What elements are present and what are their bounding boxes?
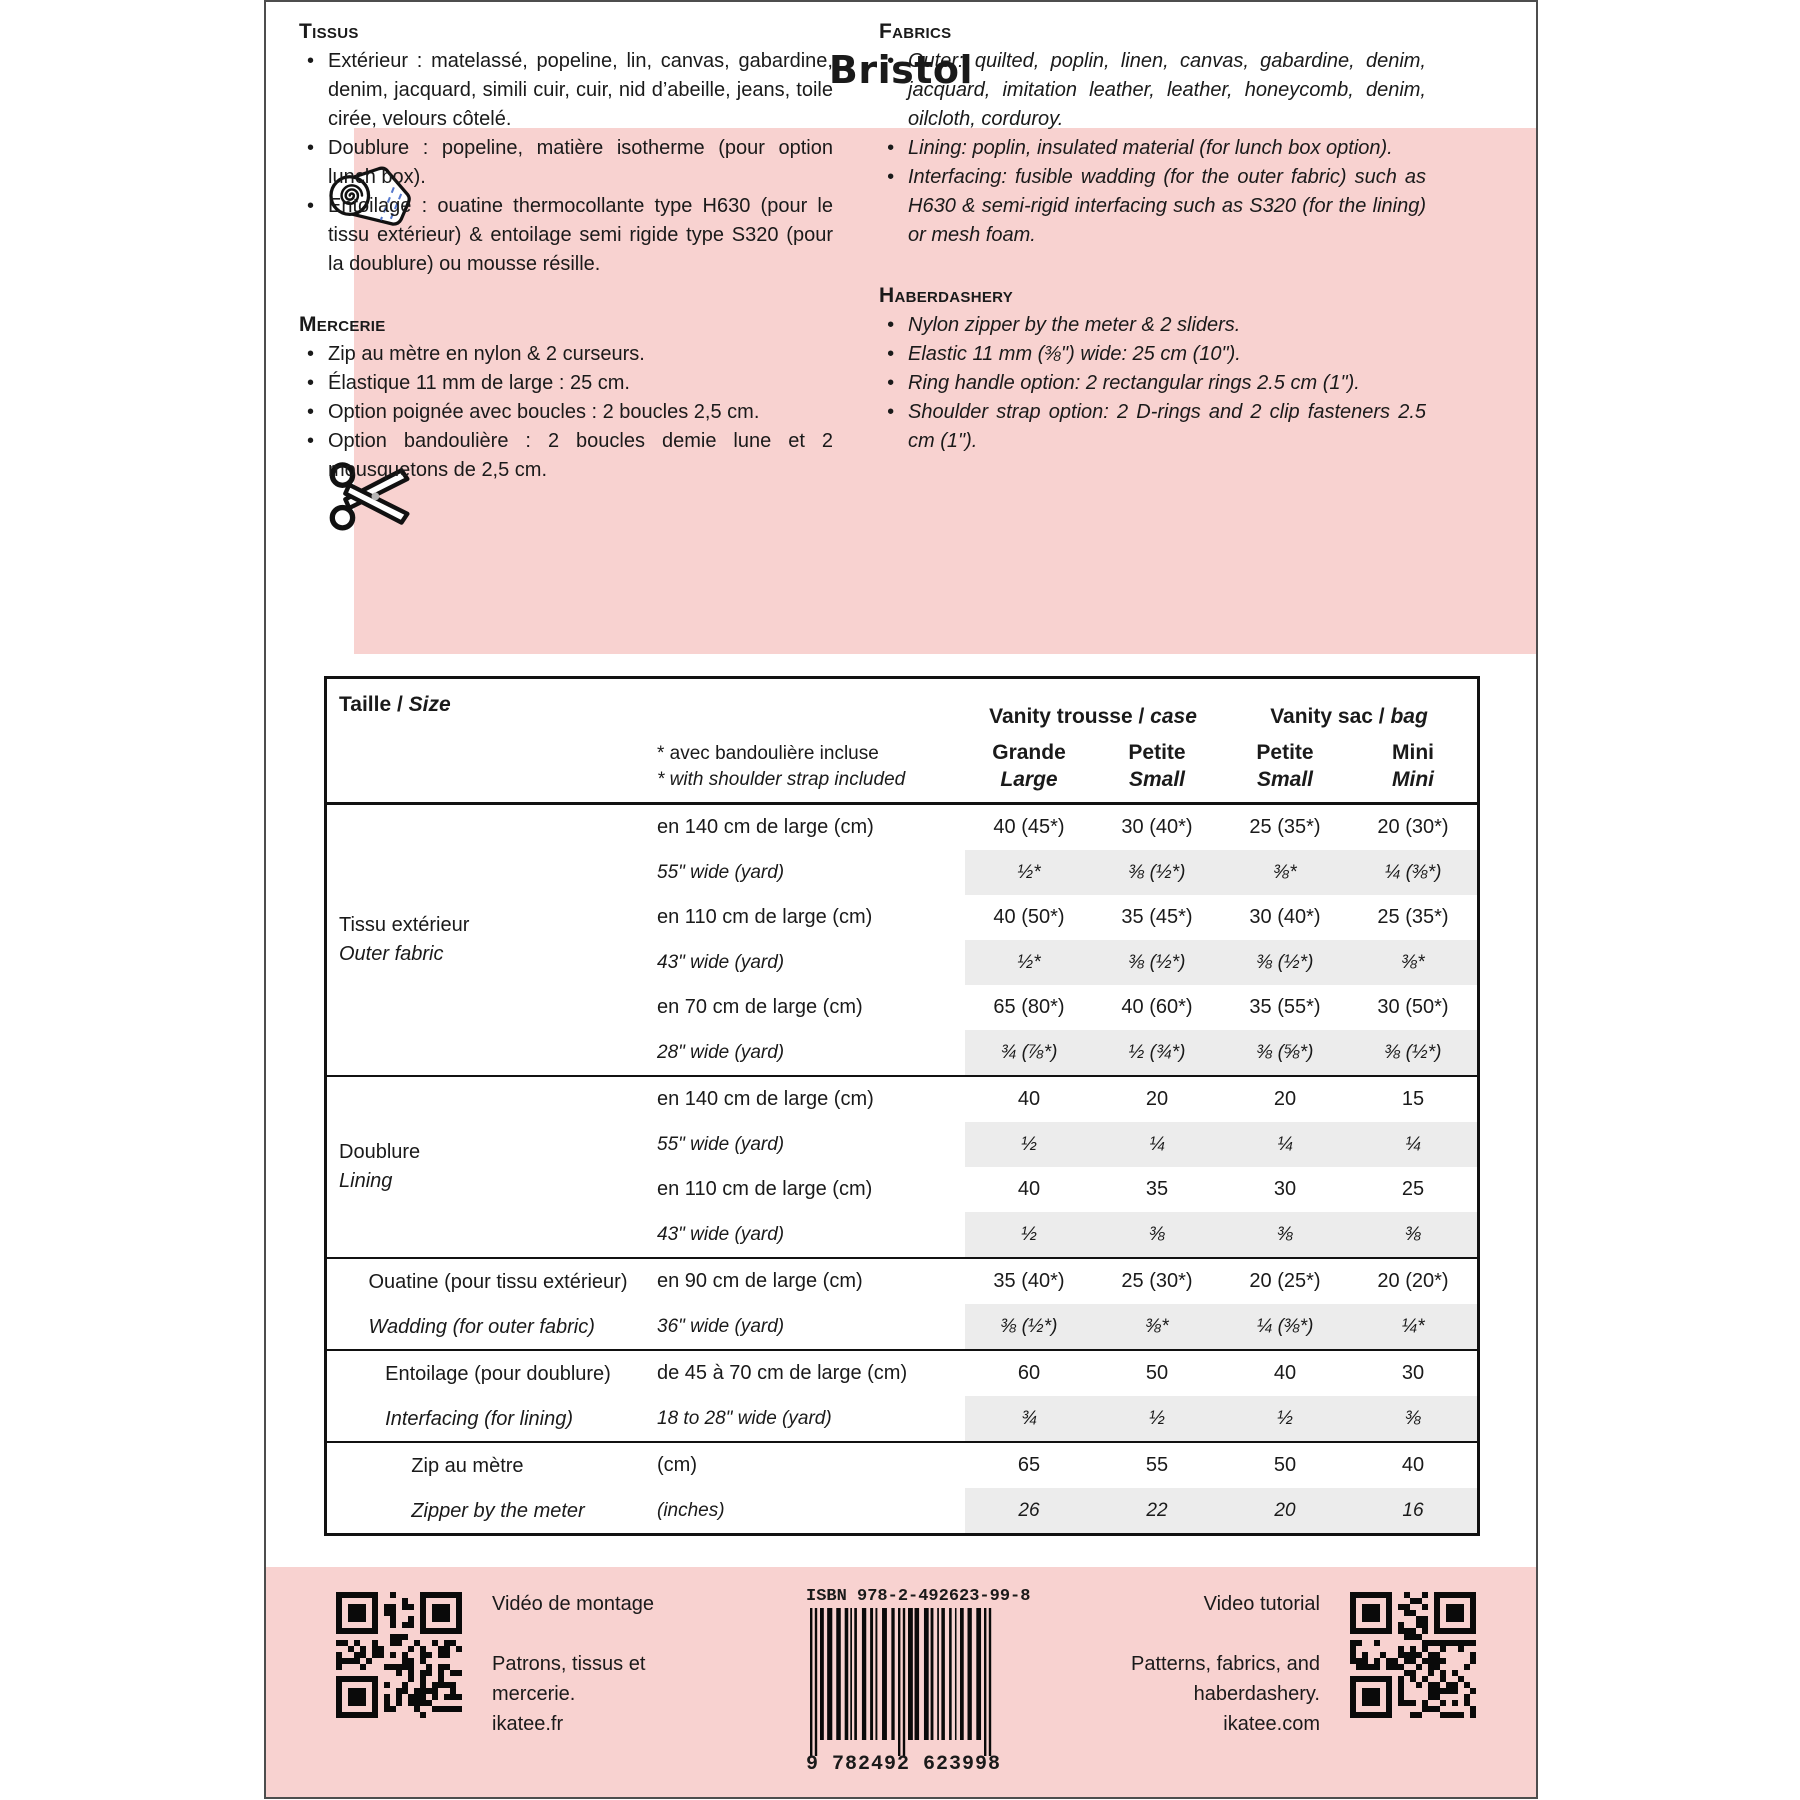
- value-cell: ¼ (⅜*): [1384, 861, 1442, 883]
- value-cell: 25 (30*): [1121, 1270, 1193, 1292]
- bullet-item: • Shoulder strap option: 2 D-rings and 2 clip fasteners 2.5 cm (1").: [879, 398, 1426, 456]
- bullet-item: • Doublure : popeline, matière isotherme (pour option lunch box).: [299, 134, 833, 192]
- value-cell: ⅜ (½*): [1128, 951, 1186, 973]
- table-section: [327, 1075, 1477, 1257]
- table-section: [327, 805, 1477, 1075]
- value-cell: ½: [1149, 1407, 1165, 1429]
- site-en: ikatee.com: [1223, 1713, 1320, 1735]
- table-row: [657, 850, 1477, 895]
- value-cell: ¼*: [1401, 1315, 1425, 1337]
- value-cell: 20 (30*): [1377, 816, 1449, 838]
- row-values: [965, 1122, 1477, 1167]
- tagline-en: Patterns, fabrics, and haberdashery.: [1131, 1653, 1320, 1705]
- row-group-label-en: Wadding (for outer fabric): [368, 1315, 595, 1338]
- value-cell: ⅜ (½*): [1256, 951, 1314, 973]
- row-values: [965, 985, 1477, 1030]
- strap-note: [657, 741, 965, 802]
- group-header-bag: Vanity sac / bag: [1270, 705, 1428, 728]
- value-cell: 40: [1017, 1178, 1041, 1200]
- row-values: [965, 1030, 1477, 1075]
- strap-note-fr: * avec bandoulière incluse: [657, 743, 879, 764]
- strap-note-en: * with shoulder strap included: [657, 769, 906, 790]
- row-sublabel: en 70 cm de large (cm): [657, 996, 863, 1018]
- value-cell: ½ (¾*): [1128, 1041, 1186, 1063]
- value-cell: 35 (55*): [1249, 996, 1321, 1018]
- value-cell: ⅜*: [1273, 861, 1297, 883]
- pattern-back-page: [264, 0, 1538, 1799]
- value-cell: 65: [1017, 1454, 1041, 1476]
- value-cell: 35 (45*): [1121, 906, 1193, 928]
- section-rows: [657, 1259, 1477, 1349]
- row-group-label-fr: Tissu extérieur: [339, 914, 470, 936]
- row-group-label-en: Outer fabric: [339, 943, 444, 965]
- row-sublabel: en 110 cm de large (cm): [657, 906, 873, 928]
- row-values: [965, 940, 1477, 985]
- row-sublabel: en 90 cm de large (cm): [657, 1270, 863, 1292]
- value-cell: ¼ (⅜*): [1256, 1315, 1314, 1337]
- table-row: [657, 1396, 1477, 1441]
- row-values: [965, 1212, 1477, 1257]
- table-row: [657, 1443, 1477, 1488]
- yardage-table: [324, 676, 1480, 1536]
- value-cell: ½: [1021, 1223, 1037, 1245]
- value-cell: 15: [1401, 1088, 1425, 1110]
- table-row: [657, 985, 1477, 1030]
- value-cell: ½*: [1017, 951, 1041, 973]
- mercerie-list: [299, 340, 833, 485]
- materials-english-column: [879, 20, 1426, 456]
- row-values: [965, 1167, 1477, 1212]
- bullet-item: • Élastique 11 mm de large : 25 cm.: [299, 369, 833, 398]
- value-cell: 25 (35*): [1377, 906, 1449, 928]
- isbn-label: ISBN 978-2-492623-99-8: [806, 1587, 1031, 1606]
- row-sublabel: 43" wide (yard): [657, 951, 785, 973]
- size-header-mini: Mini Mini: [1392, 741, 1434, 791]
- isbn-barcode: [806, 1587, 1031, 1776]
- table-section: [327, 1441, 1477, 1533]
- group-header-case: Vanity trousse / case: [989, 705, 1197, 728]
- table-row: [657, 1488, 1477, 1533]
- value-cell: 26: [1018, 1499, 1040, 1521]
- row-group-label-fr: Ouatine (pour tissu extérieur): [368, 1270, 628, 1293]
- row-sublabel: en 140 cm de large (cm): [657, 816, 874, 838]
- row-values: [965, 850, 1477, 895]
- section-rows: [657, 1351, 1477, 1441]
- row-sublabel: (cm): [657, 1454, 697, 1476]
- value-cell: ⅜ (½*): [1384, 1041, 1442, 1063]
- page-title: Bristol: [828, 48, 974, 92]
- bullet-item: • Extérieur : matelassé, popeline, lin, canvas, gabardine, denim, jacquard, simili cuir, cuir, nid d’abeille, jeans, toile cirée, velours côtelé.: [299, 47, 833, 134]
- table-row: [657, 1304, 1477, 1349]
- row-values: [965, 1488, 1477, 1533]
- value-cell: 20 (20*): [1377, 1270, 1449, 1292]
- row-group-label: [327, 805, 657, 1075]
- row-group-label-en: Zipper by the meter: [411, 1499, 585, 1522]
- value-cell: 40: [1273, 1362, 1297, 1384]
- table-row: [657, 1167, 1477, 1212]
- size-column-header: Taille / Size: [339, 693, 451, 716]
- table-row: [657, 1030, 1477, 1075]
- tissus-list: [299, 47, 833, 279]
- bullet-item: • Nylon zipper by the meter & 2 sliders.: [879, 311, 1426, 340]
- value-cell: 30: [1273, 1178, 1297, 1200]
- value-cell: 35 (40*): [993, 1270, 1065, 1292]
- value-cell: 30: [1401, 1362, 1425, 1384]
- row-values: [965, 805, 1477, 850]
- row-group-label: [327, 1259, 657, 1349]
- section-rows: [657, 1443, 1477, 1533]
- size-header-small-case: Petite Small: [1128, 741, 1186, 791]
- table-row: [657, 1077, 1477, 1122]
- value-cell: 20: [1145, 1088, 1169, 1110]
- value-cell: ¾: [1021, 1407, 1037, 1429]
- value-cell: 40: [1401, 1454, 1425, 1476]
- row-group-label: [327, 1351, 657, 1441]
- value-cell: 16: [1402, 1499, 1424, 1521]
- bullet-item: • Lining: poplin, insulated material (for lunch box option).: [879, 134, 1426, 163]
- tagline-fr: Patrons, tissus et mercerie.: [492, 1653, 646, 1705]
- table-row: [657, 895, 1477, 940]
- value-cell: 20 (25*): [1249, 1270, 1321, 1292]
- site-fr: ikatee.fr: [492, 1713, 564, 1735]
- table-section: [327, 1349, 1477, 1441]
- value-cell: 40 (45*): [993, 816, 1065, 838]
- qr-code-video-fr: [336, 1592, 462, 1718]
- value-cell: 25: [1401, 1178, 1425, 1200]
- value-cell: ¼: [1405, 1133, 1421, 1155]
- row-sublabel: 43" wide (yard): [657, 1223, 785, 1245]
- footer-english-text: [1090, 1589, 1320, 1739]
- bullet-item: • Ring handle option: 2 rectangular rings 2.5 cm (1").: [879, 369, 1426, 398]
- row-group-label-fr: Zip au mètre: [411, 1454, 524, 1477]
- value-cell: 30 (50*): [1377, 996, 1449, 1018]
- value-cell: 40 (60*): [1121, 996, 1193, 1018]
- value-cell: ⅜: [1277, 1223, 1293, 1245]
- video-label-en: Video tutorial: [1203, 1593, 1320, 1615]
- value-cell: 20: [1273, 1088, 1297, 1110]
- size-header-small-bag: Petite Small: [1256, 741, 1314, 791]
- haberdashery-heading: Haberdashery: [879, 284, 1014, 307]
- barcode-bars: [806, 1608, 998, 1763]
- fabrics-list: [879, 47, 1426, 250]
- bullet-item: • Interfacing: fusible wadding (for the outer fabric) such as H630 & semi-rigid interfacing such as S320 (for the lining) or mesh foam.: [879, 163, 1426, 250]
- value-cell: ½: [1021, 1133, 1037, 1155]
- bullet-item: • Entoilage : ouatine thermocollante type H630 (pour le tissu extérieur) & entoilage semi rigide type S320 (pour la doublure) ou mousse résille.: [299, 192, 833, 279]
- row-group-label-fr: Entoilage (pour doublure): [385, 1362, 611, 1385]
- row-sublabel: 36" wide (yard): [657, 1315, 785, 1337]
- footer-french-text: [492, 1589, 697, 1739]
- value-cell: 55: [1145, 1454, 1169, 1476]
- table-row: [657, 1212, 1477, 1257]
- table-row: [657, 805, 1477, 850]
- row-sublabel: 55" wide (yard): [657, 1133, 785, 1155]
- size-header-large: Grande Large: [992, 741, 1066, 791]
- bullet-item: • Outer: quilted, poplin, linen, canvas, gabardine, denim, jacquard, imitation leather, leather, honeycomb, denim, oilcloth, corduroy.: [879, 47, 1426, 134]
- row-group-label-fr: Doublure: [339, 1141, 421, 1163]
- value-cell: ⅜ (½*): [1128, 861, 1186, 883]
- value-cell: ¼: [1149, 1133, 1165, 1155]
- table-row: [657, 940, 1477, 985]
- value-cell: ¼: [1277, 1133, 1293, 1155]
- value-cell: 30 (40*): [1121, 816, 1193, 838]
- row-values: [965, 1443, 1477, 1488]
- haberdashery-list: [879, 311, 1426, 456]
- value-cell: 35: [1145, 1178, 1169, 1200]
- footer-band: [266, 1567, 1536, 1797]
- value-cell: ½: [1277, 1407, 1293, 1429]
- bullet-item: • Elastic 11 mm (⅜") wide: 25 cm (10").: [879, 340, 1426, 369]
- row-group-label: [327, 1077, 657, 1257]
- row-sublabel: 55" wide (yard): [657, 861, 785, 883]
- value-cell: ½*: [1017, 861, 1041, 883]
- section-rows: [657, 805, 1477, 1075]
- row-values: [965, 895, 1477, 940]
- value-cell: ⅜: [1405, 1407, 1421, 1429]
- value-cell: ¾ (⅞*): [1000, 1041, 1058, 1063]
- value-cell: 60: [1017, 1362, 1041, 1384]
- value-cell: ⅜ (½*): [1000, 1315, 1058, 1337]
- qr-code-video-en: [1350, 1592, 1476, 1718]
- value-cell: 40 (50*): [993, 906, 1065, 928]
- row-sublabel: en 140 cm de large (cm): [657, 1088, 874, 1110]
- value-cell: ⅜: [1149, 1223, 1165, 1245]
- value-cell: 20: [1274, 1499, 1296, 1521]
- table-body: [327, 805, 1477, 1533]
- value-cell: 50: [1273, 1454, 1297, 1476]
- video-label-fr: Vidéo de montage: [492, 1593, 654, 1615]
- fabrics-heading: Fabrics: [879, 20, 952, 43]
- table-header: [327, 679, 1477, 805]
- value-cell: 25 (35*): [1249, 816, 1321, 838]
- row-sublabel: de 45 à 70 cm de large (cm): [657, 1362, 908, 1384]
- bullet-item: • Option bandoulière : 2 boucles demie lune et 2 mousquetons de 2,5 cm.: [299, 427, 833, 485]
- section-rows: [657, 1077, 1477, 1257]
- value-cell: 30 (40*): [1249, 906, 1321, 928]
- tissus-heading: Tissus: [299, 20, 359, 43]
- value-cell: 40: [1017, 1088, 1041, 1110]
- row-sublabel: en 110 cm de large (cm): [657, 1178, 873, 1200]
- row-values: [965, 1351, 1477, 1396]
- value-cell: ⅜ (⅝*): [1256, 1041, 1314, 1063]
- value-cell: ⅜: [1405, 1223, 1421, 1245]
- row-sublabel: 28" wide (yard): [657, 1041, 785, 1063]
- table-row: [657, 1122, 1477, 1167]
- row-sublabel: 18 to 28" wide (yard): [657, 1407, 832, 1429]
- mercerie-heading: Mercerie: [299, 313, 386, 336]
- table-row: [657, 1259, 1477, 1304]
- row-sublabel: (inches): [657, 1499, 725, 1521]
- value-cell: 50: [1145, 1362, 1169, 1384]
- value-cell: ⅜*: [1145, 1315, 1169, 1337]
- row-group-label: [327, 1443, 657, 1533]
- barcode-digits: 9 782492 623998: [806, 1753, 1002, 1776]
- value-cell: ⅜*: [1401, 951, 1425, 973]
- materials-french-column: [299, 20, 833, 485]
- value-cell: 65 (80*): [993, 996, 1065, 1018]
- value-cell: 22: [1146, 1499, 1168, 1521]
- row-values: [965, 1396, 1477, 1441]
- table-section: [327, 1257, 1477, 1349]
- bullet-item: • Option poignée avec boucles : 2 boucles 2,5 cm.: [299, 398, 833, 427]
- row-group-label-en: Lining: [339, 1170, 393, 1192]
- table-row: [657, 1351, 1477, 1396]
- row-group-label-en: Interfacing (for lining): [385, 1407, 574, 1430]
- bullet-item: • Zip au mètre en nylon & 2 curseurs.: [299, 340, 833, 369]
- row-values: [965, 1259, 1477, 1304]
- row-values: [965, 1077, 1477, 1122]
- row-values: [965, 1304, 1477, 1349]
